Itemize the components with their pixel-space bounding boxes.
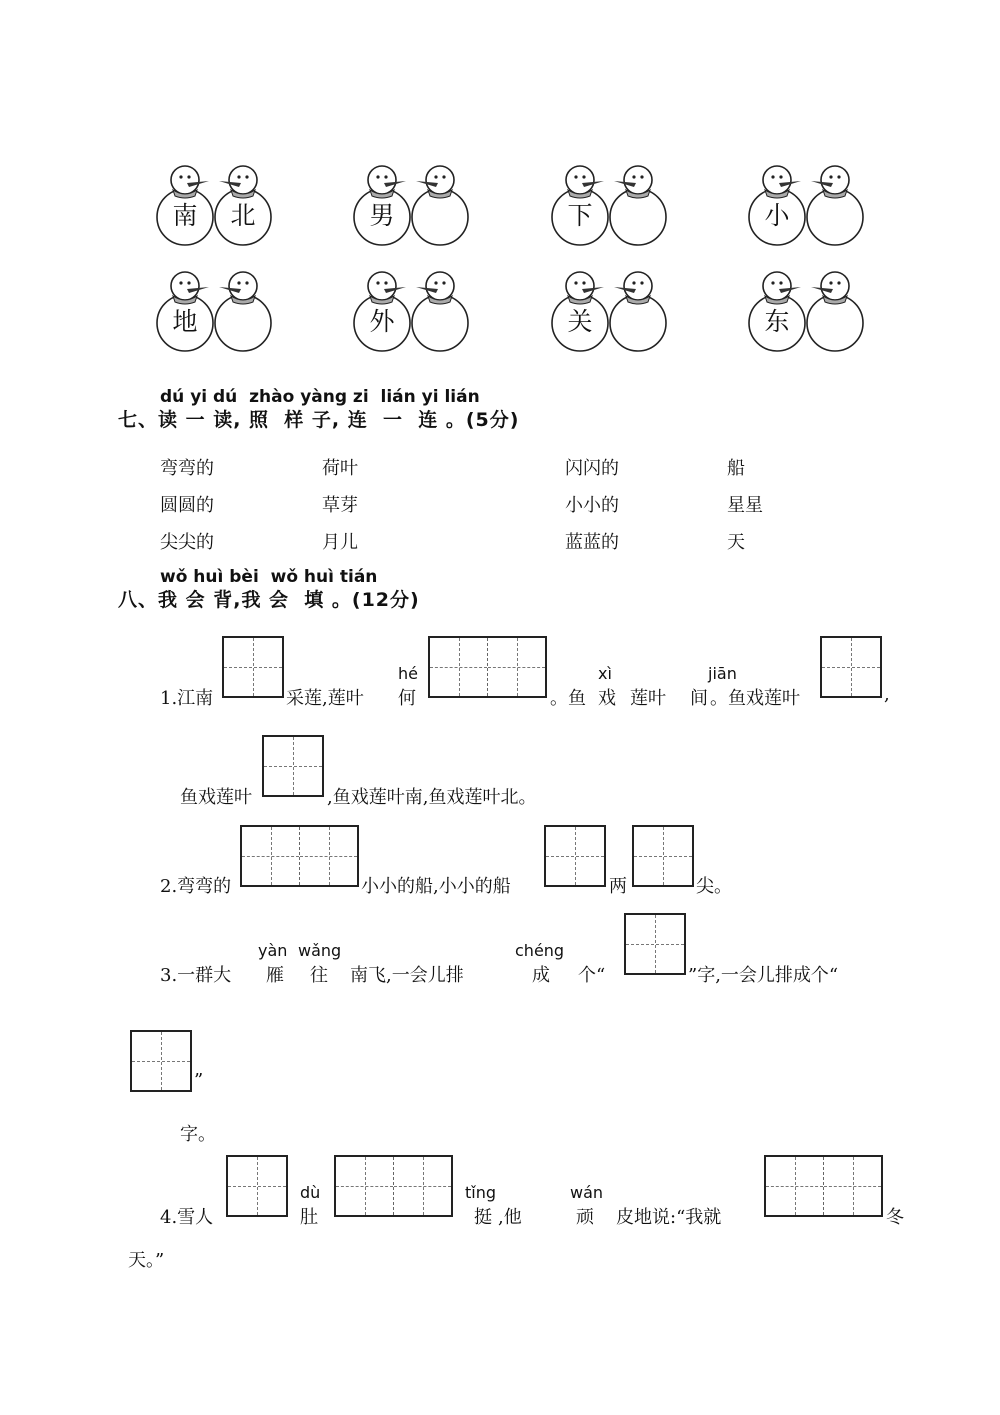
q4-text: 皮地说:“我就 [616, 1207, 722, 1228]
answer-box[interactable] [226, 1155, 288, 1217]
snowman-char-left: 小 [764, 201, 790, 230]
answer-box[interactable] [764, 1155, 883, 1217]
q3-text: 3.一群大 [160, 965, 232, 986]
q1-text: 何 [398, 688, 416, 709]
q1-text: 间 [690, 688, 708, 709]
q4-text: 顽 [576, 1207, 594, 1228]
pinyin-cheng: chéng [515, 941, 565, 960]
q3-text: 成 [532, 965, 550, 986]
q1-text: 鱼戏莲叶 [180, 787, 252, 808]
answer-box[interactable] [240, 825, 359, 887]
word-right-adj-2[interactable]: 小小的 [565, 495, 619, 516]
word-left-adj-3[interactable]: 尖尖的 [160, 532, 214, 553]
snowman-char-left: 东 [764, 307, 790, 336]
q3-text: 字。 [180, 1124, 216, 1145]
word-right-adj-3[interactable]: 蓝蓝的 [565, 532, 619, 553]
answer-box[interactable] [632, 825, 694, 887]
pinyin-wan: wán [570, 1183, 604, 1202]
pinyin-wang: wǎng [298, 941, 342, 960]
pinyin-xi: xì [598, 664, 612, 683]
section7-title: 七、读 一 读, 照 样 子, 连 一 连 。(5分) [118, 409, 520, 431]
word-left-noun-3[interactable]: 月儿 [322, 532, 358, 553]
q3-text: 南飞,一会儿排 [350, 965, 464, 986]
answer-box[interactable] [428, 636, 547, 698]
q1-text: ,鱼戏莲叶南,鱼戏莲叶北。 [327, 787, 537, 808]
snowman-char-left: 地 [172, 307, 198, 336]
q1-text: 1.江南 [160, 688, 214, 709]
q3-text: ” [194, 1070, 204, 1091]
q1-text: 。鱼 [550, 688, 586, 709]
word-left-adj-2[interactable]: 圆圆的 [160, 495, 214, 516]
q1-text: 。鱼戏莲叶 [710, 688, 800, 709]
snowman-pair-7 [550, 266, 680, 366]
snowman-pair-1 [155, 160, 285, 260]
word-left-noun-2[interactable]: 草芽 [322, 495, 358, 516]
pinyin-he: hé [398, 664, 418, 683]
q4-text: 冬 [886, 1207, 904, 1228]
snowman-pair-6 [352, 266, 482, 366]
answer-box[interactable] [222, 636, 284, 698]
answer-box[interactable] [130, 1030, 192, 1092]
q3-text: ”字,一会儿排成个“ [688, 965, 839, 986]
q2-text: 两 [609, 876, 627, 897]
q2-text: 小小的船,小小的船 [361, 876, 511, 897]
section8-pinyin: wǒ huì bèi wǒ huì tián [160, 567, 378, 587]
section7-pinyin: dú yi dú zhào yàng zi lián yi lián [160, 387, 480, 407]
word-left-adj-1[interactable]: 弯弯的 [160, 458, 214, 479]
q4-text: ,他 [498, 1207, 522, 1228]
q2-text: 2.弯弯的 [160, 876, 232, 897]
snowman-char-left: 关 [567, 307, 593, 336]
word-right-noun-1[interactable]: 船 [727, 458, 745, 479]
word-left-noun-1[interactable]: 荷叶 [322, 458, 358, 479]
pinyin-ting: tǐng [465, 1183, 497, 1202]
snowman-pair-8 [747, 266, 877, 366]
snowman-pair-3 [550, 160, 680, 260]
snowman-char-left: 南 [172, 201, 198, 230]
q1-text: , [884, 684, 890, 705]
snowman-char-left: 下 [567, 201, 593, 230]
answer-box[interactable] [334, 1155, 453, 1217]
snowman-pair-2 [352, 160, 482, 260]
pinyin-du: dù [300, 1183, 321, 1202]
q3-text: 个“ [578, 965, 606, 986]
q4-text: 天。” [128, 1250, 165, 1271]
snowman-char-left: 外 [369, 307, 395, 336]
q4-text: 挺 [474, 1207, 492, 1228]
q4-text: 4.雪人 [160, 1207, 214, 1228]
answer-box[interactable] [544, 825, 606, 887]
answer-box[interactable] [820, 636, 882, 698]
q1-text: 采莲,莲叶 [286, 688, 364, 709]
pinyin-jian: jiān [708, 664, 737, 683]
word-right-noun-3[interactable]: 天 [727, 532, 745, 553]
snowman-char-right[interactable]: 北 [230, 201, 256, 230]
section8-title: 八、我 会 背,我 会 填 。(12分) [118, 589, 420, 611]
word-right-adj-1[interactable]: 闪闪的 [565, 458, 619, 479]
word-right-noun-2[interactable]: 星星 [727, 495, 763, 516]
snowman-char-left: 男 [369, 201, 395, 230]
q1-text: 莲叶 [630, 688, 666, 709]
pinyin-yan: yàn [258, 941, 288, 960]
q4-text: 肚 [300, 1207, 318, 1228]
answer-box[interactable] [624, 913, 686, 975]
q1-text: 戏 [598, 688, 616, 709]
q3-text: 雁 [266, 965, 284, 986]
snowman-pair-5 [155, 266, 285, 366]
q3-text: 往 [310, 965, 328, 986]
q2-text: 尖。 [696, 876, 732, 897]
answer-box[interactable] [262, 735, 324, 797]
snowman-pair-4 [747, 160, 877, 260]
